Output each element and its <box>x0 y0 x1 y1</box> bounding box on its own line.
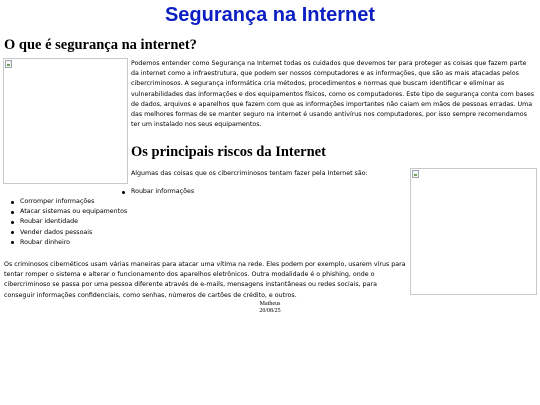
list-item <box>11 228 127 238</box>
page-title: Segurança na Internet <box>164 4 376 26</box>
bullet-icon <box>11 231 14 234</box>
intro-paragraph: Podemos entender como Segurança na Internet todas os cuidados que devemos ter para proteger as coisas que fazem parte da internet como a infraestrutura, que podem ser nossos computadores e as informações, que são as mais atacadas pelos cibercriminosos. A segurança informática cria métodos, procedimentos e normas que buscam identificar e eliminar as vulnerabilidades das informações e dos equipamentos físicos, como os computadores. Este tipo de segurança conta com bases de dados, arquivos e aparelhos que fazem com que as informações importantes não caiam em mãos de pessoas erradas. Uma das melhores formas de se manter seguro na internet é usando antivírus nos computadores, por isso sempre recomendamos ter um instalado nos seus equipamentos. <box>131 60 535 129</box>
list-item <box>11 207 127 217</box>
bullet-icon <box>122 191 125 194</box>
risks-intro-text: Algumas das coisas que os cibercriminosos tentam fazer pela Internet são: <box>131 170 368 177</box>
footer-author: Matheus <box>259 301 281 307</box>
list-item <box>122 187 194 197</box>
bullet-icon <box>11 221 14 224</box>
list-item-label: Atacar sistemas ou equipamentos <box>20 208 128 216</box>
broken-image-right <box>410 168 537 295</box>
footer-date: 20/08/25 <box>259 308 281 314</box>
list-item-label: Vender dados pessoais <box>20 228 93 236</box>
broken-image-icon <box>5 60 12 68</box>
list-item <box>11 217 127 227</box>
list-item <box>11 238 127 248</box>
broken-image-left <box>3 58 128 184</box>
list-item <box>11 197 127 207</box>
list-item-label: Roubar dinheiro <box>20 238 71 246</box>
bullet-icon <box>11 211 14 214</box>
risk-list-first <box>122 187 194 197</box>
section-heading-intro: O que é segurança na internet? <box>4 37 197 53</box>
list-item-label: Roubar informações <box>131 188 195 195</box>
bullet-icon <box>11 241 14 244</box>
risk-list <box>11 197 127 248</box>
methods-paragraph: Os criminosos cibernéticos usam várias maneiras para atacar uma vítima na rede. Eles podem por exemplo, usarem vírus para tentar romper o sistema e alterar o funcionamento dos aparelhos eletrônicos. Outra modalidade é o phishing, onde o cibercriminoso se passa por uma pessoa diferente através de e-mails, mensagens instantâneas ou redes sociais, para conseguir informações confidenciais, como senhas, números de cartões de crédito, e outros. <box>4 261 406 299</box>
broken-image-icon <box>412 170 419 178</box>
list-item-label: Corromper informações <box>20 198 95 205</box>
bullet-icon <box>11 201 14 204</box>
section-heading-risks: Os principais riscos da Internet <box>131 144 326 160</box>
list-item-label: Roubar identidade <box>20 218 78 226</box>
